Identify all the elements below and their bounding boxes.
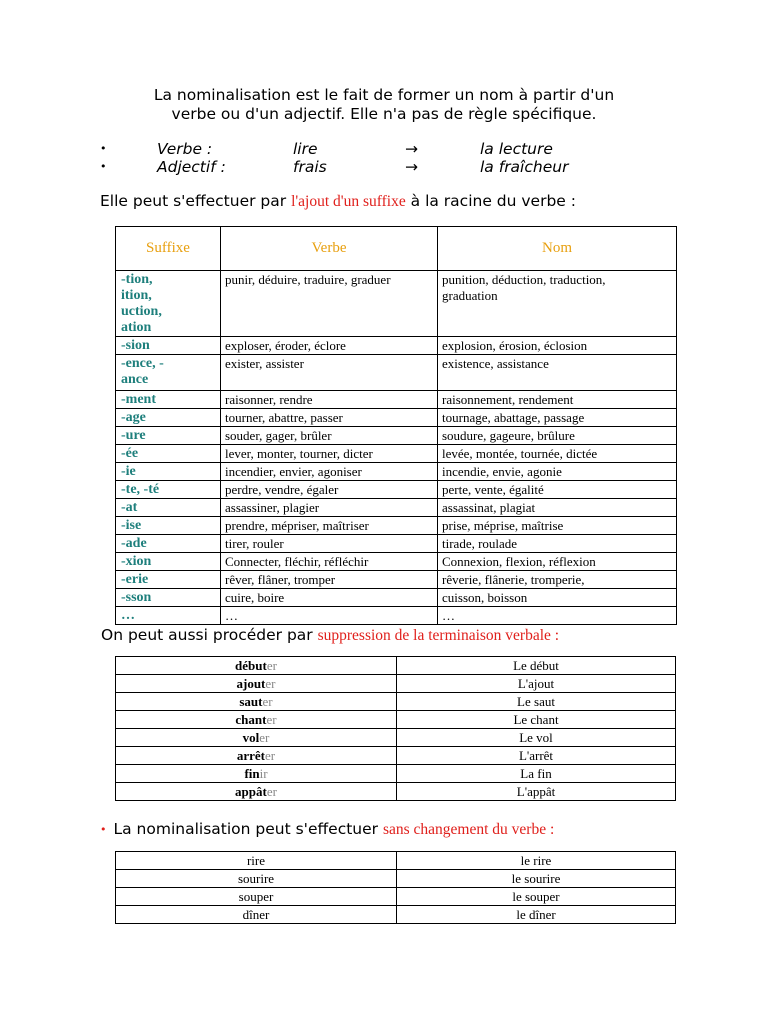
verbe-cell: exister, assister (221, 355, 438, 391)
verbe-cell: souper (116, 888, 397, 906)
verbe-cell: … (221, 607, 438, 625)
sans-changement-table (115, 851, 676, 924)
table-row (116, 409, 677, 427)
example-word: frais (293, 158, 327, 176)
verbe-cell (116, 783, 397, 801)
arrow-icon: → (405, 158, 418, 176)
nom-cell: existence, assistance (438, 355, 677, 391)
nom-cell: assassinat, plagiat (438, 499, 677, 517)
suffix-cell: -age (116, 409, 221, 427)
verbe-cell (116, 747, 397, 765)
nom-cell: L'arrêt (397, 747, 676, 765)
table-row (116, 463, 677, 481)
verb-ending: er (265, 747, 276, 763)
verb-stem: saut (239, 693, 263, 709)
bullet-icon: • (100, 823, 107, 836)
table-row (116, 271, 677, 337)
verb-stem: chant (235, 711, 267, 727)
suffix-cell: -te, -té (116, 481, 221, 499)
table-row (116, 427, 677, 445)
verb-stem: début (235, 657, 267, 673)
table-row (116, 391, 677, 409)
heading-text: à la racine du verbe : (405, 192, 576, 210)
suffix-cell: -ment (116, 391, 221, 409)
nom-cell: Le saut (397, 693, 676, 711)
intro-line-1: La nominalisation est le fait de former un nom à partir d'un (153, 86, 615, 104)
nom-cell: cuisson, boisson (438, 589, 677, 607)
section-heading-sans-changement (100, 820, 554, 839)
header-nom: Nom (438, 227, 677, 271)
bullet-icon: • (100, 142, 107, 155)
nom-cell: Le début (397, 657, 676, 675)
nom-cell: le sourire (397, 870, 676, 888)
nom-cell: Le vol (397, 729, 676, 747)
table-row (116, 355, 677, 391)
verbe-cell (116, 693, 397, 711)
example-label: Adjectif : (157, 158, 226, 176)
verbe-cell (116, 657, 397, 675)
nom-cell: tirade, roulade (438, 535, 677, 553)
table-row (116, 783, 676, 801)
nom-cell: levée, montée, tournée, dictée (438, 445, 677, 463)
verbe-cell: tourner, abattre, passer (221, 409, 438, 427)
heading-highlight: l'ajout d'un suffixe (291, 193, 406, 210)
suffix-cell: … (116, 607, 221, 625)
suffix-cell: -ade (116, 535, 221, 553)
section-heading-suppression (101, 626, 559, 645)
table-row (116, 906, 676, 924)
nom-cell: Connexion, flexion, réflexion (438, 553, 677, 571)
verbe-cell: rêver, flâner, tromper (221, 571, 438, 589)
verb-stem: vol (242, 729, 260, 745)
verbe-cell (116, 729, 397, 747)
verbe-cell: assassiner, plagier (221, 499, 438, 517)
nom-cell: rêverie, flânerie, tromperie, (438, 571, 677, 589)
verb-ending: er (265, 675, 276, 691)
suffix-cell: -ée (116, 445, 221, 463)
nom-cell: tournage, abattage, passage (438, 409, 677, 427)
verb-stem: appât (235, 783, 267, 799)
nom-cell: Le chant (397, 711, 676, 729)
heading-highlight: sans changement du verbe : (382, 821, 555, 838)
table-row (116, 553, 677, 571)
example-noun: la lecture (480, 140, 553, 158)
arrow-icon: → (405, 140, 418, 158)
verbe-cell: tirer, rouler (221, 535, 438, 553)
table-row (116, 657, 676, 675)
header-suffixe: Suffixe (116, 227, 221, 271)
verbe-cell (116, 711, 397, 729)
verbe-cell: prendre, mépriser, maîtriser (221, 517, 438, 535)
verb-ending: er (259, 729, 270, 745)
section-heading-suffixe (100, 192, 576, 211)
table-row (116, 870, 676, 888)
example-row-verbe (100, 140, 680, 158)
heading-text: On peut aussi procéder par (101, 626, 318, 644)
table-row (116, 747, 676, 765)
verbe-cell: exploser, éroder, éclore (221, 337, 438, 355)
table-row (116, 535, 677, 553)
suffix-cell: -ure (116, 427, 221, 445)
nom-cell: L'appât (397, 783, 676, 801)
nom-cell: le dîner (397, 906, 676, 924)
verb-stem: arrêt (236, 747, 266, 763)
verbe-cell: rire (116, 852, 397, 870)
table-row (116, 711, 676, 729)
intro-paragraph (100, 86, 668, 124)
verbe-cell: souder, gager, brûler (221, 427, 438, 445)
nom-cell: La fin (397, 765, 676, 783)
table-row (116, 675, 676, 693)
suffix-cell: -xion (116, 553, 221, 571)
table-header-row (116, 227, 677, 271)
verb-ending: er (266, 657, 277, 673)
suffix-cell: -tion, ition, uction, ation (116, 271, 221, 337)
nom-cell: explosion, érosion, éclosion (438, 337, 677, 355)
table-row (116, 852, 676, 870)
nom-cell: raisonnement, rendement (438, 391, 677, 409)
suffix-cell: -ie (116, 463, 221, 481)
table-row (116, 888, 676, 906)
bullet-icon: • (100, 160, 107, 173)
verbe-cell: incendier, envier, agoniser (221, 463, 438, 481)
example-word: lire (293, 140, 318, 158)
verbe-cell: Connecter, fléchir, réfléchir (221, 553, 438, 571)
example-label: Verbe : (157, 140, 213, 158)
table-row (116, 481, 677, 499)
suffix-table (115, 226, 677, 625)
table-row (116, 607, 677, 625)
heading-text: La nominalisation peut s'effectuer (113, 820, 383, 838)
nom-cell: perte, vente, égalité (438, 481, 677, 499)
verb-stem: ajout (236, 675, 266, 691)
verbe-cell: lever, monter, tourner, dicter (221, 445, 438, 463)
table-row (116, 693, 676, 711)
suffix-cell: -erie (116, 571, 221, 589)
table-row (116, 499, 677, 517)
nom-cell: punition, déduction, traduction, graduation (438, 271, 677, 337)
nom-cell: L'ajout (397, 675, 676, 693)
intro-line-2: verbe ou d'un adjectif. Elle n'a pas de règle spécifique. (171, 105, 597, 123)
table-row (116, 337, 677, 355)
verb-ending: er (266, 783, 277, 799)
verbe-cell: perdre, vendre, égaler (221, 481, 438, 499)
table-row (116, 765, 676, 783)
suffix-cell: -ence, - ance (116, 355, 221, 391)
verbe-cell: dîner (116, 906, 397, 924)
verbe-cell: sourire (116, 870, 397, 888)
table-row (116, 571, 677, 589)
verbe-cell (116, 675, 397, 693)
suffix-cell: -sion (116, 337, 221, 355)
verb-ending: er (266, 711, 277, 727)
nom-cell: prise, méprise, maîtrise (438, 517, 677, 535)
nom-cell: soudure, gageure, brûlure (438, 427, 677, 445)
nom-cell: le rire (397, 852, 676, 870)
header-verbe: Verbe (221, 227, 438, 271)
table-row (116, 589, 677, 607)
verbe-cell (116, 765, 397, 783)
nom-cell: incendie, envie, agonie (438, 463, 677, 481)
verb-ending: er (262, 693, 273, 709)
suffix-cell: -ise (116, 517, 221, 535)
verb-ending: ir (259, 765, 268, 781)
verbe-cell: raisonner, rendre (221, 391, 438, 409)
table-row (116, 517, 677, 535)
example-noun: la fraîcheur (480, 158, 569, 176)
table-row (116, 729, 676, 747)
nom-cell: … (438, 607, 677, 625)
suppression-table (115, 656, 676, 801)
suffix-cell: -sson (116, 589, 221, 607)
example-row-adjectif (100, 158, 680, 176)
heading-highlight: suppression de la terminaison verbale : (317, 627, 560, 644)
nom-cell: le souper (397, 888, 676, 906)
table-row (116, 445, 677, 463)
verb-stem: fin (244, 765, 260, 781)
verbe-cell: cuire, boire (221, 589, 438, 607)
heading-text: Elle peut s'effectuer par (100, 192, 292, 210)
verbe-cell: punir, déduire, traduire, graduer (221, 271, 438, 337)
examples-list (100, 140, 680, 176)
suffix-cell: -at (116, 499, 221, 517)
